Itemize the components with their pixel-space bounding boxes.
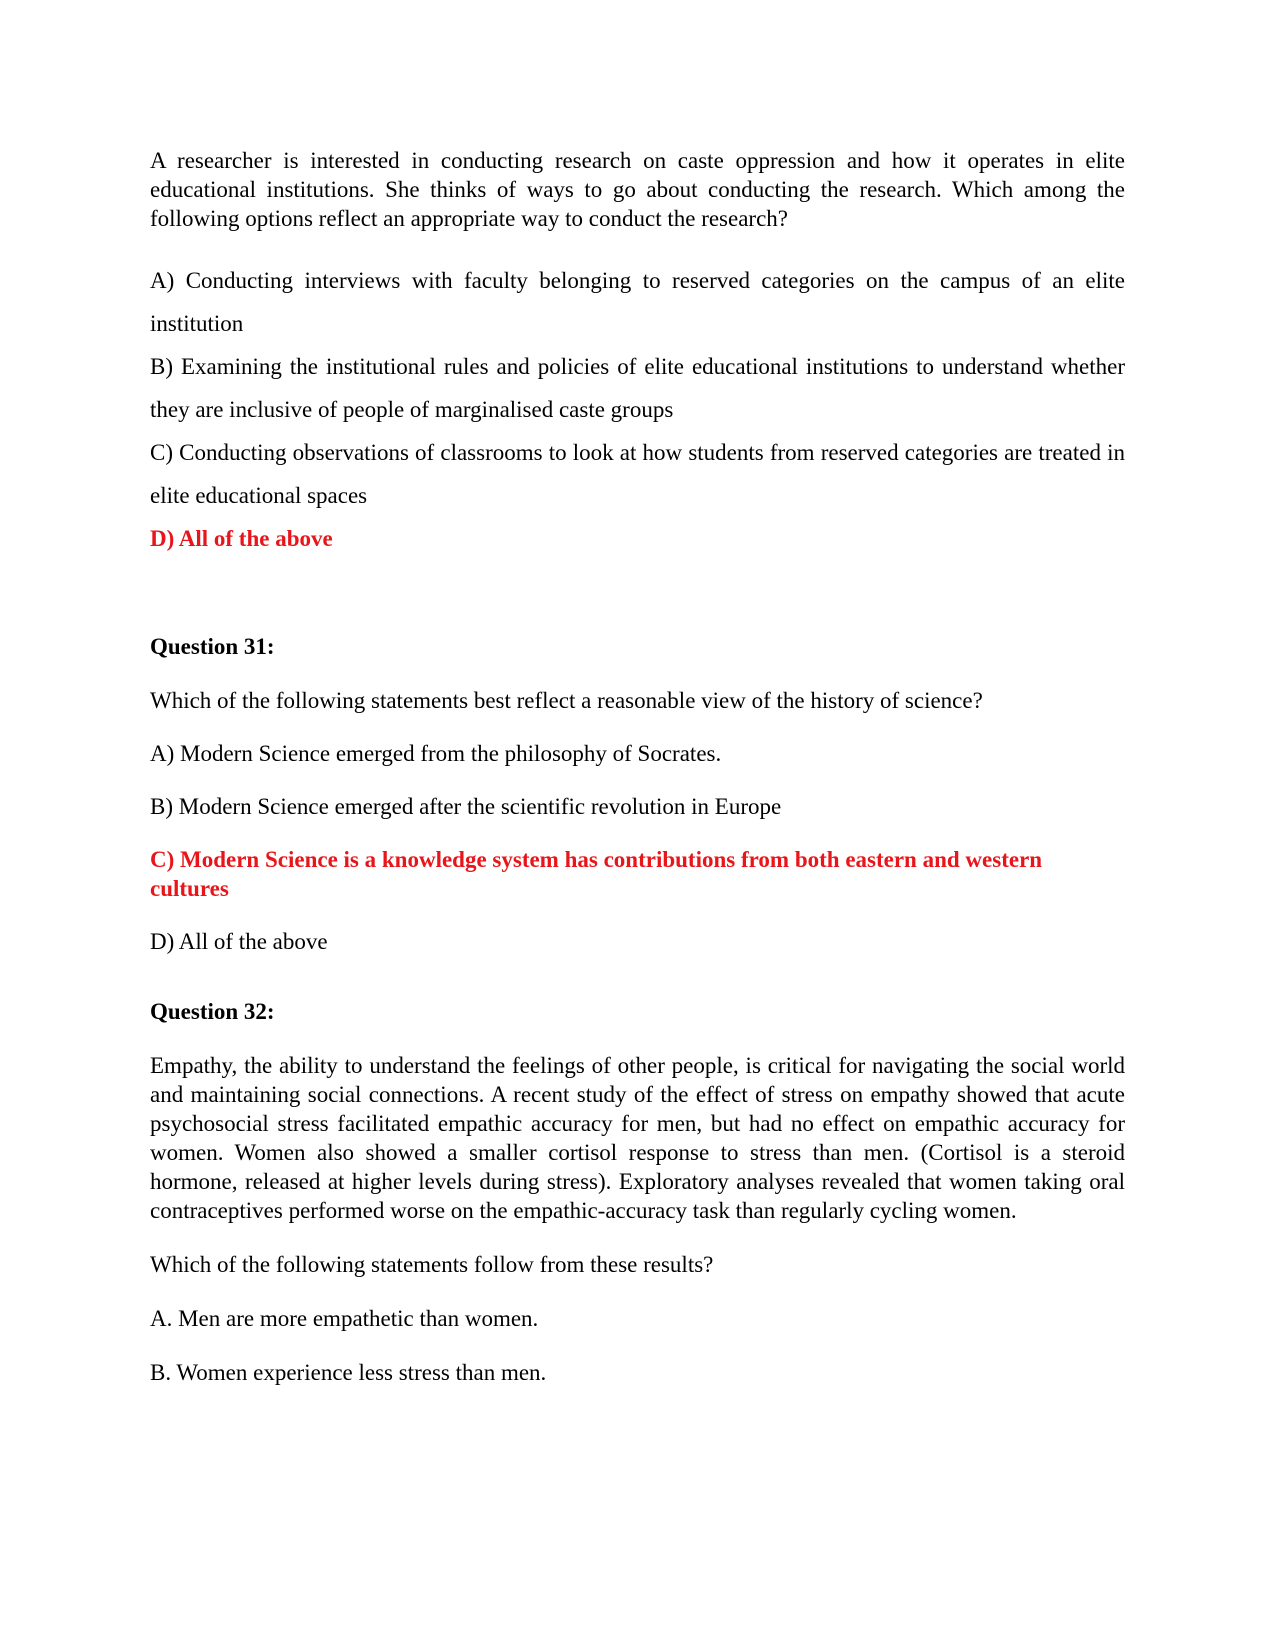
q30-option-a: A) Conducting interviews with faculty belonging to reserved categories on the campus of an elite institution <box>150 268 1125 336</box>
q32-passage: Empathy, the ability to understand the feelings of other people, is critical for navigating the social world and maintaining social connections. A recent study of the effect of stress on empathy showed that acute psychosocial stress facilitated empathic accuracy for men, but had no effect on empathic accuracy for women. Women also showed a smaller cortisol response to stress than men. (Cortisol is a steroid hormone, released at higher levels during stress). Exploratory analyses revealed that women taking oral contraceptives performed worse on the empathic-accuracy task than regularly cycling women. <box>150 1053 1125 1223</box>
q31-option-b: B) Modern Science emerged after the scientific revolution in Europe <box>150 794 782 819</box>
q31-option-c-answer: C) Modern Science is a knowledge system has contributions from both eastern and western cultures <box>150 847 1043 901</box>
q32-option-b: B. Women experience less stress than men. <box>150 1360 547 1385</box>
document-page <box>150 146 1125 1387</box>
q30-option-c: C) Conducting observations of classrooms to look at how students from reserved categories are treated in elite educational spaces <box>150 440 1125 508</box>
q30-option-d-answer: D) All of the above <box>150 526 333 551</box>
q30-option-b: B) Examining the institutional rules and policies of elite educational institutions to understand whether they are inclusive of people of marginalised caste groups <box>150 354 1125 422</box>
q31-option-a: A) Modern Science emerged from the philosophy of Socrates. <box>150 741 722 766</box>
q32-stem: Which of the following statements follow from these results? <box>150 1252 714 1277</box>
q31-heading: Question 31: <box>150 634 275 659</box>
q32-option-a: A. Men are more empathetic than women. <box>150 1306 539 1331</box>
q31-option-d: D) All of the above <box>150 929 328 954</box>
q30-stem: A researcher is interested in conducting research on caste oppression and how it operates in elite educational institutions. She thinks of ways to go about conducting the research. Which among the following options reflect an appropriate way to conduct the research? <box>150 148 1125 231</box>
q32-heading: Question 32: <box>150 999 275 1024</box>
q31-stem: Which of the following statements best reflect a reasonable view of the history of science? <box>150 688 983 713</box>
